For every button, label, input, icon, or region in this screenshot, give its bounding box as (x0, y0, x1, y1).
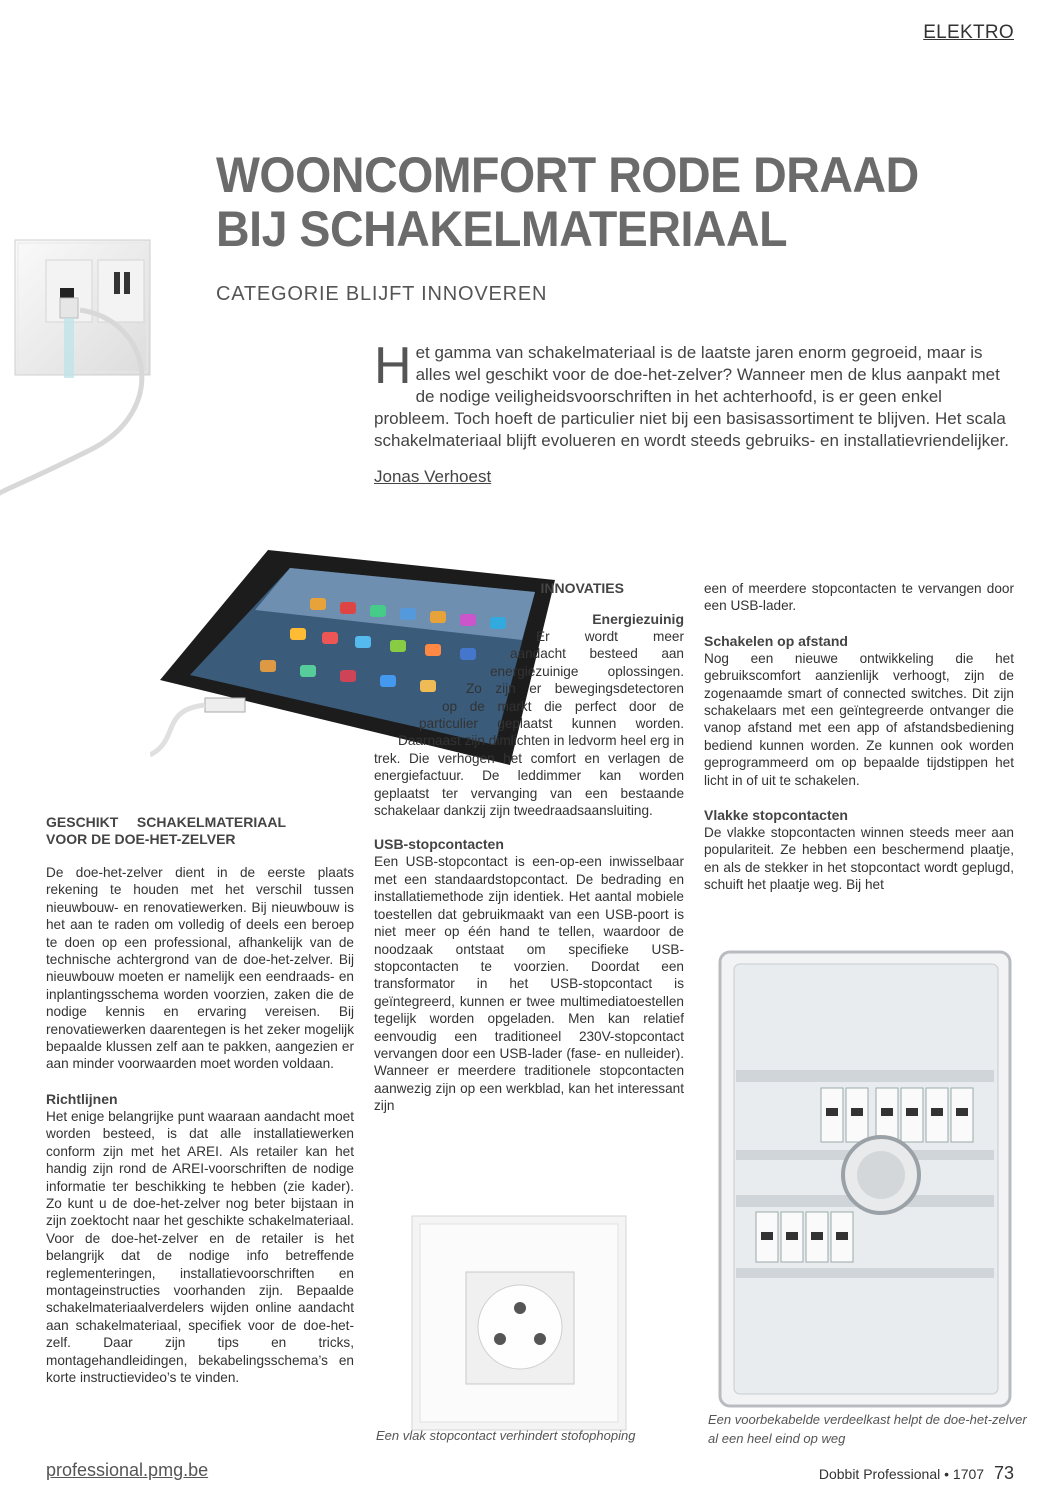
col2-subheading-2: USB-stopcontacten (374, 836, 504, 853)
col3-subheading-1: Schakelen op afstand (704, 632, 848, 649)
cabinet-caption-line-1: Een voorbekabelde verdeelkast helpt de doe-het-zelver (708, 1412, 1027, 1427)
magazine-issue: Dobbit Professional • 1707 (818, 1466, 985, 1482)
col2-subheading-1: Energiezuinig (592, 611, 684, 627)
intro-paragraph (374, 337, 1014, 452)
intro-line-2: alles wel geschikt voor de doe-het-zelver? Wanneer men de klus aanpakt met (415, 365, 1000, 384)
col3-paragraph-0: een of meerdere stopcontacten te vervangen door een USB-lader. (704, 581, 1014, 614)
drop-cap: H (374, 337, 412, 395)
col2-wrap-line-a: Er wordt meer (536, 629, 684, 644)
col3-subheading-2: Vlakke stopcontacten (704, 807, 848, 824)
col2-wrap-line-e: op de markt die perfect door de (442, 698, 684, 714)
col1-heading: GESCHIKT SCHAKELMATERIAAL VOOR DE DOE-HET-ZELVER (46, 814, 286, 847)
col1-paragraph-2: Het enige belangrijke punt waaraan aandacht moet worden besteed, is dat alle installatiewerken conform zijn met het AREI. Als retailer kan het handig zijn rond de AREI-voorschriften de nodige informatie ter beschikking te hebben (zie kader). Zo kunt u de doe-het-zelver nog beter bijstaan in zijn zoektocht naar het geschikte schakelmateriaal. Voor de doe-het-zelver en de retailer is het belangrijk dat de nodige info betreffende reglementeringen, installatievoorschriften en montageinstructies voorhanden zijn. Bepaalde schakelmateriaalverdelers wijden online aandacht aan schakelmateriaal, specifiek voor de doe-het-zelf. Daar zijn tips en tricks, montagehandleidingen, bekabelingsschema’s en korte instructievideo’s te vinden. (46, 1108, 354, 1385)
author-byline: Jonas Verhoest (374, 467, 492, 486)
socket-caption: Een vlak stopcontact verhindert stofophoping (376, 1428, 636, 1443)
page-footer (819, 1463, 1014, 1484)
col2-paragraph-1-rest: Daarnaast zijn dimlichten in ledvorm heel erg in trek. Die verhogen het comfort en verlagen de energiefactuur. De leddimmer kan worden geplaatst ter vervanging van een bestaande schakelaar dankzij zijn tweedraadsaansluiting. (374, 733, 684, 819)
usb-socket-photo (0, 200, 240, 520)
website-link[interactable]: professional.pmg.be (46, 1460, 209, 1480)
title-line-2: BIJ SCHAKELMATERIAAL (216, 201, 788, 257)
col2-wrap-line-d: Zo zijn er bewegingsdetectoren (466, 681, 684, 697)
col2-heading: INNOVATIES (540, 580, 624, 596)
page-number: 73 (993, 1463, 1014, 1483)
cabinet-caption-line-2: al een heel eind op weg (708, 1431, 846, 1446)
col3-paragraph-1: Nog een nieuwe ontwikkeling die het gebruikscomfort aanzienlijk verhoogt, zijn de zogenaamde smart of connected switches. Dit zijn schakelaars met een geïntegreerde ontvanger die vanop afstand met een app of afstandsbediening bediend kunnen worden. Ze kunnen ook worden geprogrammeerd om op bepaalde tijdstippen het licht in of uit te schakelen. (704, 650, 1014, 788)
intro-line-1: et gamma van schakelmateriaal is de laatste jaren enorm gegroeid, maar is (415, 343, 983, 362)
column-2 (374, 580, 684, 1115)
title-line-1: WOONCOMFORT RODE DRAAD (216, 147, 919, 203)
col2-wrap-line-c: energiezuinige oplossingen. (490, 663, 684, 679)
col2-wrap-line-b: aandacht besteed aan (510, 646, 684, 662)
col2-paragraph-2: Een USB-stopcontact is een-op-een inwisselbaar met een standaardstopcontact. De bedrading en installatiemethode zijn identiek. Het aantal mobiele toestellen dat gebruikmaakt van een USB-poort is niet meer op één hand te tellen, waardoor de noodzaak ontstaat om specifieke USB-stopcontacten te voorzien. Doordat een transformator in het USB-stopcontact is geïntegreerd, kunnen er twee multimediatoestellen tegelijk worden opgeladen. Men kan relatief eenvoudig een traditioneel 230V-stopcontact vervangen door een USB-lader (fase- en nulleider). Wanneer er meerdere traditionele stopcontacten aanwezig zijn op een werkblad, kan het interessant zijn (374, 854, 684, 1114)
col1-paragraph-1: De doe-het-zelver dient in de eerste plaats rekening te houden met het verschil tussen nieuwbouw- en renovatiewerken. Bij nieuwbouw is het aan te raden om volledig of deels een beroep te doen op een professional, afhankelijk van de technische achtergrond van de doe-het-zelver. Bij nieuwbouw moeten er namelijk een eendraads- en inplantingsschema worden voorzien, zaken die de nodige kennis en ervaring vereisen. Bij renovatiewerken daarentegen is het zeker mogelijk bepaalde klussen zelf aan te pakken, aangezien er aan minder voorwaarden moet worden voldaan. (46, 865, 354, 1072)
col1-subheading: Richtlijnen (46, 1090, 118, 1107)
article-title (216, 148, 960, 256)
distribution-cabinet-photo (716, 950, 1016, 1410)
intro-rest: de nodige veiligheidsvoorschriften in het achterhoofd, is er geen enkel probleem. Toch hoeft de particulier niet bij een basisassortiment te blijven. Het scala schakelmateriaal blijft evolueren en wordt steeds gebruiks- en installatievriendelijker. (374, 387, 1009, 450)
section-label: ELEKTRO (923, 22, 1014, 43)
column-1 (46, 814, 354, 1386)
col3-paragraph-2: De vlakke stopcontacten winnen steeds meer aan populariteit. Ze hebben een beschermend plaatje, en als de stekker in het stopcontact wordt geplugd, schuift het plaatje weg. Bij het (704, 825, 1014, 893)
col2-wrap-line-f: particulier geplaatst kunnen worden. (419, 716, 684, 732)
flat-socket-photo (408, 1212, 630, 1434)
column-3 (704, 580, 1014, 894)
cabinet-caption (708, 1410, 1027, 1448)
article-subtitle: CATEGORIE BLIJFT INNOVEREN (216, 283, 548, 305)
